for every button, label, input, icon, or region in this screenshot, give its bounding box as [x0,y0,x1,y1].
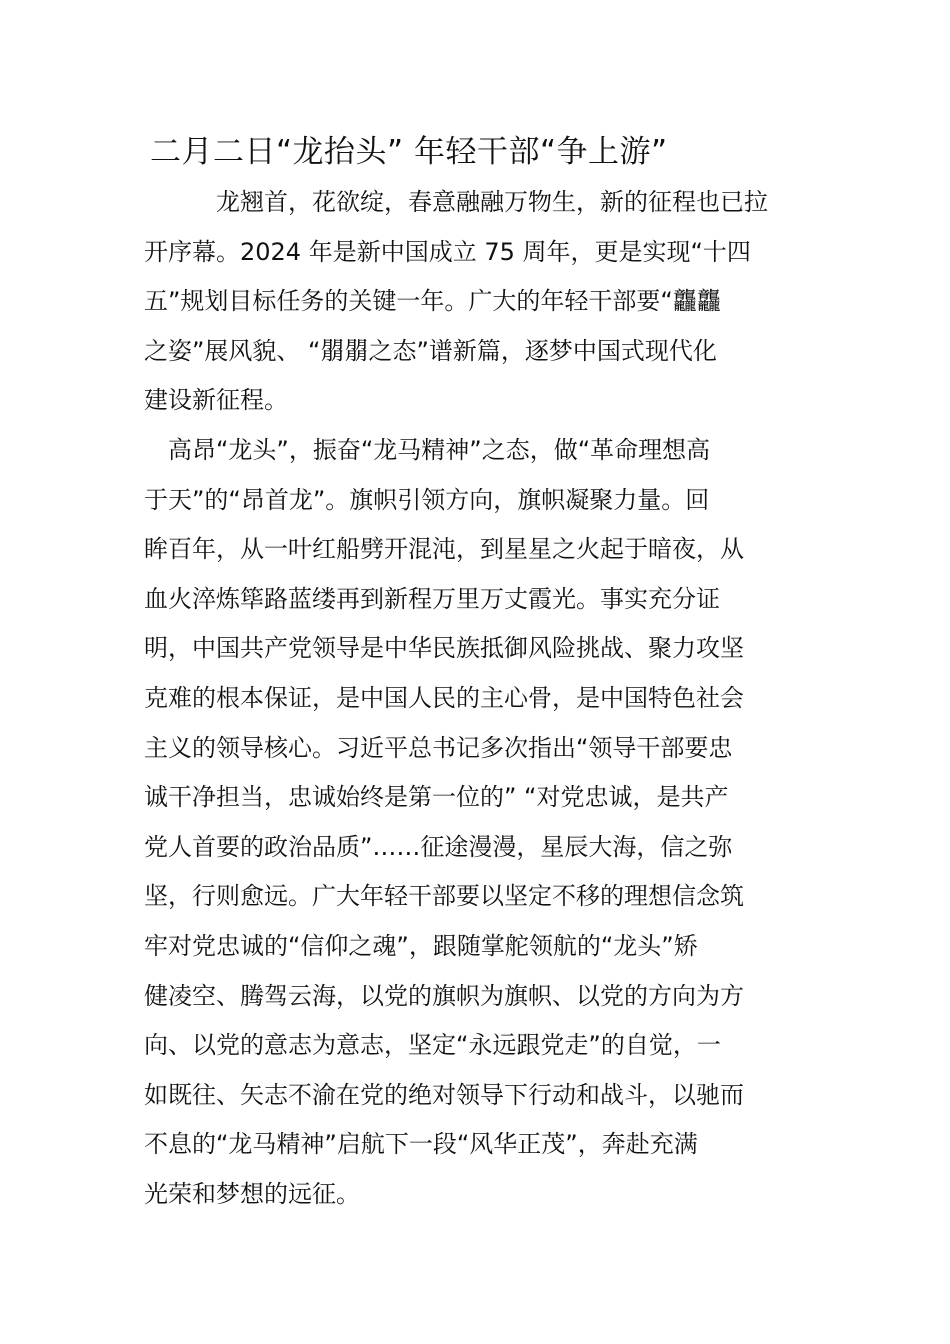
text-line: 主义的领导核心。习近平总书记多次指出“领导干部要忠 [144,733,733,762]
text-line: 之姿”展风貌、 “朤朤之态”谱新篇，逐梦中国式现代化 [144,336,717,365]
text-line: 开序幕。2024 年是新中国成立 75 周年，更是实现“十四 [144,237,751,266]
text-line: 明，中国共产党领导是中华民族抵御风险挑战、聚力攻坚 [144,634,744,663]
paragraph-2 [144,426,808,1220]
text-line: 于天”的“昂首龙”。旗帜引领方向，旗帜凝聚力量。回 [144,485,710,514]
text-line: 光荣和梦想的远征。 [144,1179,360,1208]
text-line: 向、以党的意志为意志，坚定“永远跟党走”的自觉，一 [144,1031,721,1060]
text-line: 诚干净担当，忠诚始终是第一位的” “对党忠诚，是共产 [144,783,729,812]
text-line: 血火淬炼筚路蓝缕再到新程万里万丈霞光。事实充分证 [144,584,720,613]
paragraph-1 [144,178,808,426]
text-line: 坚，行则愈远。广大年轻干部要以坚定不移的理想信念筑 [144,882,744,911]
text-line: 健凌空、腾驾云海，以党的旗帜为旗帜、以党的方向为方 [144,981,744,1010]
text-line: 五”规划目标任务的关键一年。广大的年轻干部要“龘龘 [144,287,721,316]
text-line: 不息的“龙马精神”启航下一段“风华正茂”，奔赴充满 [144,1130,698,1159]
document-title: 二月二日“龙抬头” 年轻干部“争上游” [150,134,668,170]
text-line: 牢对党忠诚的“信仰之魂”，跟随掌舵领航的“龙头”矫 [144,931,698,960]
text-line: 高昂“龙头”，振奋“龙马精神”之态，做“革命理想高 [144,435,711,464]
text-line: 如既往、矢志不渝在党的绝对领导下行动和战斗，以驰而 [144,1080,744,1109]
text-line: 党人首要的政治品质”……征途漫漫，星辰大海，信之弥 [144,832,733,861]
text-line: 眸百年，从一叶红船劈开混沌，到星星之火起于暗夜，从 [144,535,744,564]
text-line: 龙翘首，花欲绽，春意融融万物生，新的征程也已拉 [144,188,768,216]
document-body [144,178,808,1219]
text-line: 克难的根本保证，是中国人民的主心骨，是中国特色社会 [144,683,744,712]
text-line: 建设新征程。 [144,386,288,415]
